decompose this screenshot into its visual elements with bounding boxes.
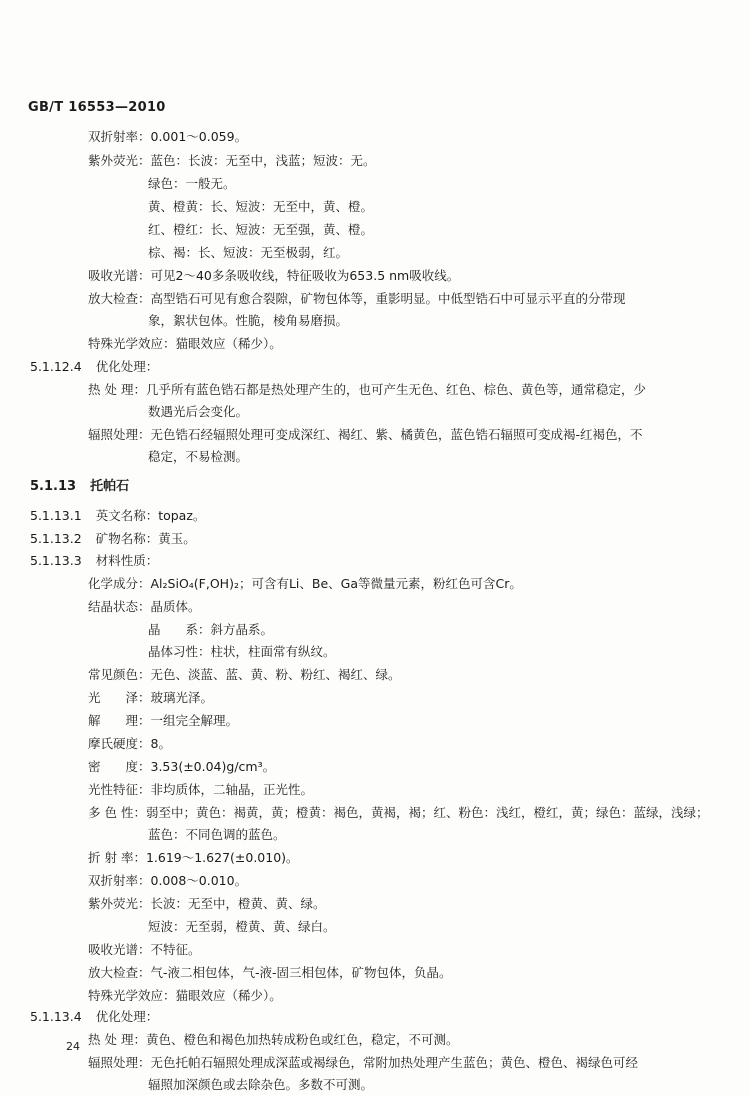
text-line: 紫外荧光：长波：无至中，橙黄、黄、绿。 [88,896,326,911]
text-line: 双折射率：0.008～0.010。 [88,873,248,888]
text-line: 吸收光谱：可见2～40多条吸收线，特征吸收为653.5 nm吸收线。 [88,268,460,283]
text-line: 放大检查：气-液二相包体，气-液-固三相包体，矿物包体，负晶。 [88,965,452,980]
section-heading [30,530,196,548]
text-line: 吸收光谱：不特征。 [88,942,201,957]
section-number: 5.1.12.4 [30,359,82,374]
text-line: 折 射 率：1.619～1.627(±0.010)。 [88,850,299,865]
section-heading [30,478,129,496]
section-number: 5.1.13.1 [30,508,82,523]
text-line: 辐照处理：无色锆石经辐照处理可变成深红、褐红、紫、橘黄色，蓝色锆石辐照可变成褐-红褐色，不 [88,427,643,442]
section-number: 5.1.13 [30,479,77,494]
page-number: 24 [66,1040,80,1053]
text-line: 数遇光后会变化。 [148,404,249,419]
text-line: 蓝色：不同色调的蓝色。 [148,827,286,842]
text-line: 常见颜色：无色、淡蓝、蓝、黄、粉、粉红、褐红、绿。 [88,667,401,682]
section-number: 5.1.13.4 [30,1009,82,1024]
section-title: 英文名称：topaz。 [95,508,206,523]
text-line: 黄、橙黄：长、短波：无至中，黄、橙。 [148,199,374,214]
standard-code: GB/T 16553—2010 [28,100,166,115]
text-line: 特殊光学效应：猫眼效应（稀少）。 [88,988,282,1003]
text-line: 辐照处理：无色托帕石辐照处理成深蓝或褐绿色，常附加热处理产生蓝色；黄色、橙色、褐绿色可经 [88,1055,639,1070]
section-number: 5.1.13.3 [30,553,82,568]
text-line: 摩氏硬度：8。 [88,736,171,751]
text-line: 热 处 理：几乎所有蓝色锆石都是热处理产生的，也可产生无色、红色、棕色、黄色等，通常稳定，少 [88,382,646,397]
text-line: 稳定，不易检测。 [148,449,249,464]
text-line: 光 泽：玻璃光泽。 [88,690,214,705]
text-line: 光性特征：非均质体，二轴晶，正光性。 [88,782,314,797]
text-line: 辐照加深颜色或去除杂色。多数不可测。 [148,1077,374,1092]
text-line: 多 色 性：弱至中；黄色：褐黄，黄；橙黄：褐色，黄褐，褐；红、粉色：浅红，橙红，黄；绿色：蓝绿，浅绿； [88,805,709,820]
section-title: 优化处理： [95,359,159,374]
text-line: 热 处 理：黄色、橙色和褐色加热转成粉色或红色，稳定，不可测。 [88,1032,459,1047]
text-line: 晶 系：斜方晶系。 [148,622,274,637]
section-title: 优化处理： [95,1009,159,1024]
text-line: 晶体习性：柱状，柱面常有纵纹。 [148,644,336,659]
text-line: 化学成分：Al₂SiO₄(F,OH)₂；可含有Li、Be、Ga等微量元素，粉红色可含Cr。 [88,576,522,591]
text-line: 特殊光学效应：猫眼效应（稀少）。 [88,336,282,351]
text-line: 短波：无至弱，橙黄、黄、绿白。 [148,919,336,934]
section-heading [30,507,205,525]
section-heading [30,1008,158,1026]
text-line: 红、橙红：长、短波：无至强，黄、橙。 [148,222,374,237]
text-line: 双折射率：0.001～0.059。 [88,129,248,144]
section-heading [30,358,158,376]
section-number: 5.1.13.2 [30,531,82,546]
text-line: 绿色：一般无。 [148,176,236,191]
text-line: 结晶状态：晶质体。 [88,599,201,614]
section-title: 矿物名称：黄玉。 [95,531,196,546]
text-line: 放大检查：高型锆石可见有愈合裂隙，矿物包体等，重影明显。中低型锆石中可显示平直的分带现 [88,291,626,306]
text-line: 密 度：3.53(±0.04)g/cm³。 [88,759,276,774]
section-heading [30,552,158,570]
section-title: 托帕石 [90,479,130,494]
text-line: 紫外荧光：蓝色：长波：无至中，浅蓝；短波：无。 [88,153,376,168]
section-title: 材料性质： [95,553,159,568]
text-line: 解 理：一组完全解理。 [88,713,239,728]
text-line: 棕、褐：长、短波：无至极弱，红。 [148,245,349,260]
text-line: 象，絮状包体。性脆，棱角易磨损。 [148,313,349,328]
